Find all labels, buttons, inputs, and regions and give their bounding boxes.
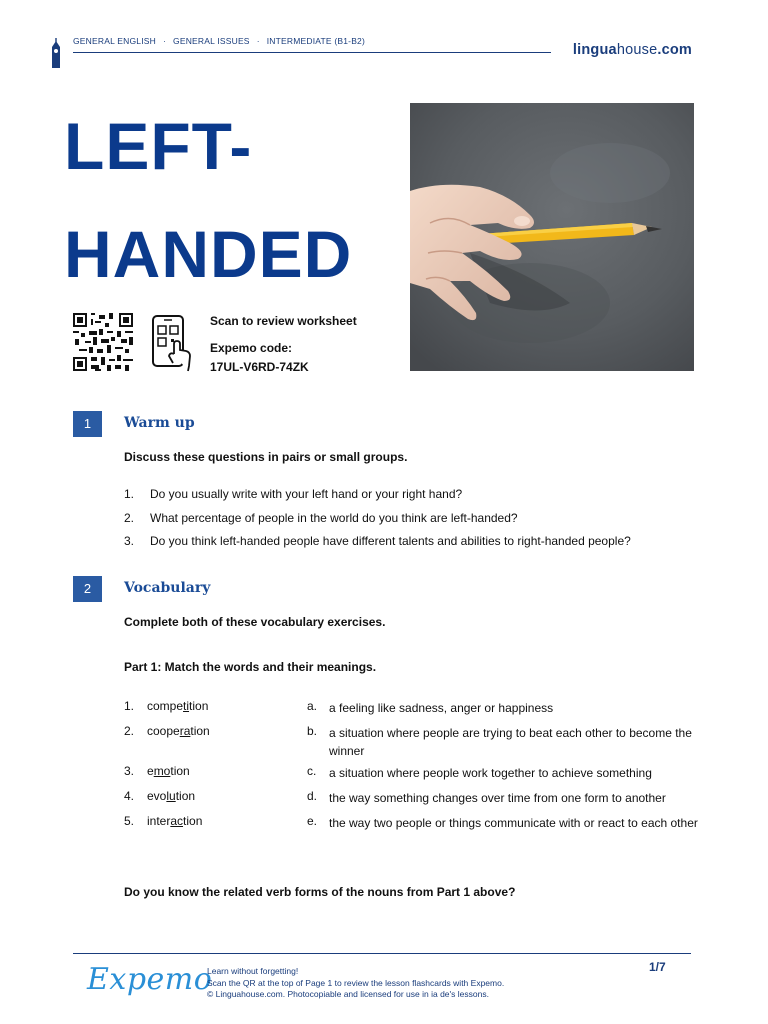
- meaning-letter: c.: [307, 764, 317, 778]
- page-header: [50, 36, 700, 66]
- crumb-level-1: GENERAL ENGLISH: [73, 36, 156, 46]
- word-part: tion: [189, 699, 209, 713]
- crumb-level-3: INTERMEDIATE (B1-B2): [266, 36, 366, 46]
- word-part: evo: [147, 789, 167, 803]
- page-title: [64, 92, 352, 308]
- word-stress: ac: [170, 814, 184, 828]
- word-stress: mo: [153, 764, 171, 778]
- section-title-vocabulary: Vocabulary: [124, 580, 211, 596]
- footer-notice: [207, 966, 504, 1001]
- word-part: tion: [170, 764, 190, 778]
- title-line-1: LEFT-: [64, 109, 253, 183]
- breadcrumb: GENERAL ENGLISH · GENERAL ISSUES · INTERMEDIATE (B1-B2): [73, 36, 366, 46]
- word-number: 2.: [124, 724, 135, 738]
- meaning-letter: b.: [307, 724, 318, 738]
- word-number: 1.: [124, 699, 135, 713]
- brand-light: house: [616, 42, 658, 58]
- item-number: 2.: [124, 510, 135, 525]
- word-number: 4.: [124, 789, 135, 803]
- item-text: Do you think left-handed people have different talents and abilities to right-handed people?: [150, 534, 631, 548]
- word-stress: lu: [166, 789, 176, 803]
- meaning-letter: d.: [307, 789, 318, 803]
- vocab-word: [147, 699, 208, 713]
- word-number: 3.: [124, 764, 135, 778]
- vocab-word: [147, 724, 210, 738]
- footer-rule: [73, 953, 691, 954]
- vocab-word: [147, 814, 202, 828]
- warm-up-instruction: Discuss these questions in pairs or small groups.: [124, 450, 408, 464]
- meaning-letter: e.: [307, 814, 318, 828]
- word-part: compe: [147, 699, 184, 713]
- word-stress: ra: [179, 724, 191, 738]
- section-number-2: 2: [73, 576, 102, 602]
- vocabulary-instruction: Complete both of these vocabulary exercises.: [124, 615, 386, 629]
- word-part: coope: [147, 724, 180, 738]
- verb-forms-question: Do you know the related verb forms of the nouns from Part 1 above?: [124, 885, 516, 899]
- word-part: e: [147, 764, 154, 778]
- meaning-text: the way something changes over time from one form to another: [329, 791, 666, 805]
- item-number: 1.: [124, 487, 135, 501]
- meaning-text: a feeling like sadness, anger or happiness: [329, 701, 554, 715]
- footer-copyright: © Linguahouse.com. Photocopiable and licensed for use in ia de's lessons.: [207, 989, 489, 999]
- word-part: tion: [190, 724, 210, 738]
- qr-code-icon[interactable]: [73, 313, 133, 371]
- meaning-letter: a.: [307, 699, 318, 713]
- vocab-word: [147, 764, 190, 778]
- section-number-1: 1: [73, 411, 102, 437]
- brand-logo[interactable]: [573, 42, 692, 58]
- item-number: 3.: [124, 534, 135, 548]
- expemo-code-label: Expemo code:: [210, 341, 293, 355]
- meaning-text: a situation where people are trying to beat each other to become the winner: [329, 726, 692, 758]
- item-text: What percentage of people in the world do you think are left-handed?: [150, 510, 518, 525]
- scan-info: [210, 312, 357, 377]
- page-number: 1/7: [649, 960, 666, 974]
- meaning-text: the way two people or things communicate with or react to each other: [329, 816, 698, 830]
- word-part: inter: [147, 814, 171, 828]
- word-number: 5.: [124, 814, 135, 828]
- crumb-level-2: GENERAL ISSUES: [173, 36, 250, 46]
- header-rule: [73, 52, 551, 53]
- brand-bold: lingua: [572, 42, 617, 58]
- footer-qr-note: Scan the QR at the top of Page 1 to review the lesson flashcards with Expemo.: [207, 977, 505, 988]
- big-ben-icon: [50, 38, 62, 68]
- word-part: tion: [183, 814, 203, 828]
- title-line-2: HANDED: [64, 217, 353, 291]
- item-text: Do you usually write with your left hand or your right hand?: [150, 487, 463, 501]
- hand-pencil-photo: [410, 103, 694, 371]
- word-stress: ti: [183, 699, 190, 713]
- scan-instruction: Scan to review worksheet: [210, 314, 357, 328]
- section-title-warm-up: Warm up: [124, 415, 195, 431]
- word-part: tion: [175, 789, 196, 803]
- meaning-text: a situation where people work together to achieve something: [329, 766, 652, 780]
- brand-tld: .com: [657, 42, 692, 58]
- part-1-heading: Part 1: Match the words and their meanings.: [124, 660, 377, 674]
- expemo-logo[interactable]: Expemo: [87, 962, 213, 997]
- expemo-code: 17UL-V6RD-74ZK: [210, 360, 309, 374]
- phone-scan-icon: [150, 314, 192, 372]
- vocab-word: [147, 789, 195, 803]
- footer-tagline: Learn without forgetting!: [207, 966, 299, 976]
